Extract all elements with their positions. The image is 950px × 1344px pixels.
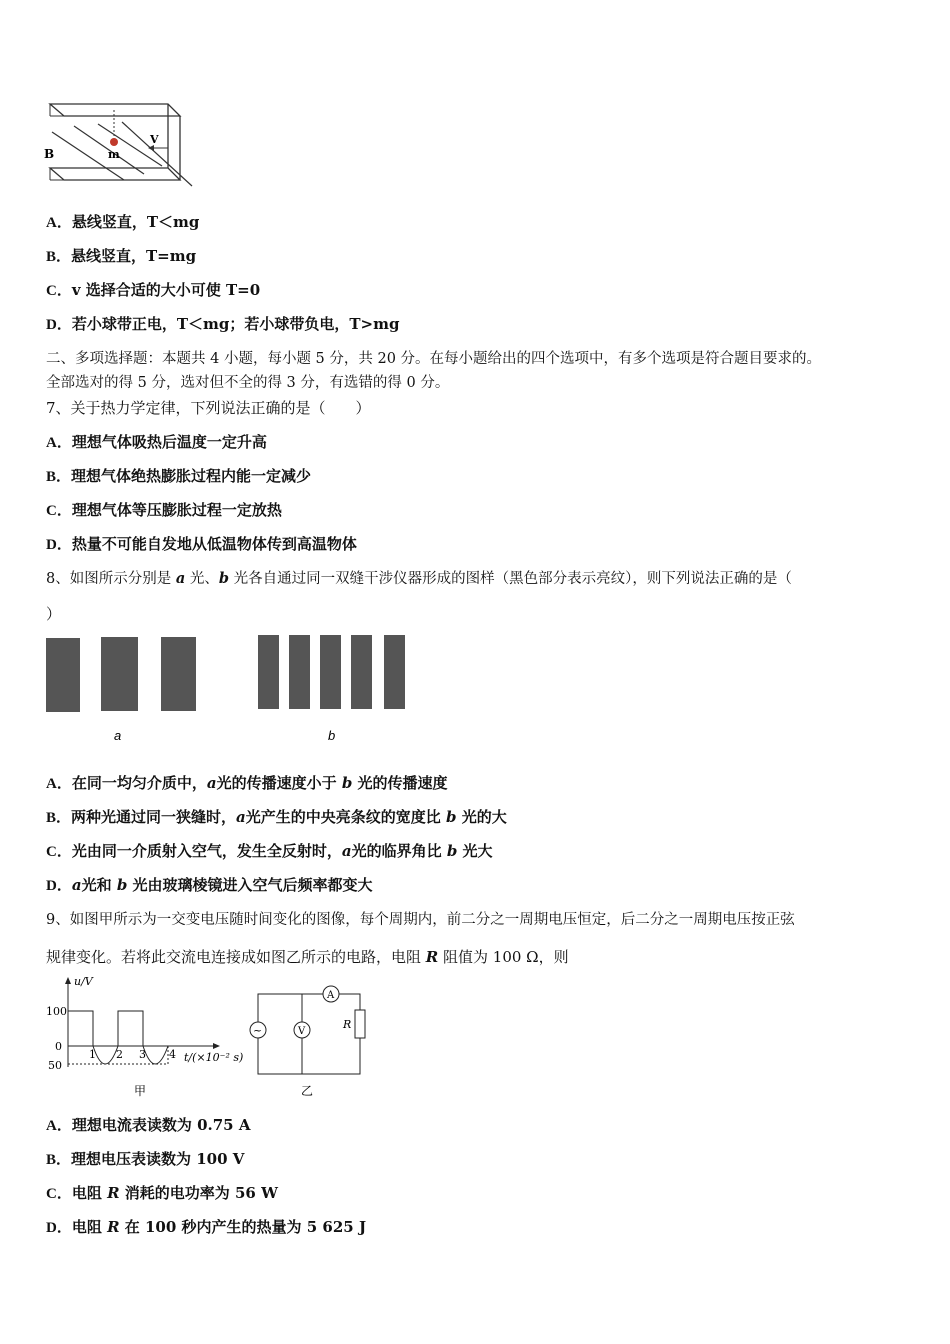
fringe-b-1 [258,635,279,709]
q8-stem-end: ） [46,605,62,623]
graph-t3: 3 [139,1048,146,1061]
graph-y50: 50 [48,1059,62,1072]
fringe-a-3 [161,637,196,711]
fringe-b-2 [289,635,310,709]
q6-option-a[interactable]: A．悬线竖直，T＜mg [46,213,200,231]
q9-line2: 规律变化。若将此交流电连接成如图乙所示的电路，电阻 R 阻值为 100 Ω，则 [46,948,569,966]
circuit-diagram [244,980,374,1098]
q9-option-b[interactable]: B．理想电压表读数为 100 V [46,1150,245,1168]
q9-option-d[interactable]: D．电阻 R 在 100 秒内产生的热量为 5 625 J [46,1218,367,1236]
q8-stem: 8、如图所示分别是 a 光、b 光各自通过同一双缝干涉仪器形成的图样（黑色部分表示亮纹），则下列说法正确的是（ [46,570,792,587]
section2-line1: 二、多项选择题：本题共 4 小题，每小题 5 分，共 20 分。在每小题给出的四个选项中，有多个选项是符合题目要求的。 [46,351,822,367]
q6-option-b[interactable]: B．悬线竖直，T=mg [46,247,197,265]
graph-t4: 4 [169,1048,176,1061]
q7-option-c[interactable]: C．理想气体等压膨胀过程一定放热 [46,501,282,519]
voltage-time-graph [44,975,249,1100]
graph-xlabel: t/(×10⁻² s) [184,1051,244,1064]
q7-option-d[interactable]: D．热量不可能自发地从低温物体传到高温物体 [46,535,357,553]
fringe-label-a: a [114,728,122,743]
magnetic-field-figure [44,96,194,192]
q7-option-a[interactable]: A．理想气体吸热后温度一定升高 [46,433,267,451]
section2-line2: 全部选对的得 5 分，选对但不全的得 3 分，有选错的得 0 分。 [46,375,450,391]
figure-label-m: m [108,148,120,161]
ammeter-icon: A [327,990,335,1001]
q8-option-b[interactable]: B．两种光通过同一狭缝时，a光产生的中央亮条纹的宽度比 b 光的大 [46,808,507,826]
q9-line1: 9、如图甲所示为一交变电压随时间变化的图像，每个周期内，前二分之一周期电压恒定，后二分之一周期电压按正弦 [46,912,795,928]
graph-t1: 1 [89,1048,96,1061]
q7-stem: 7、关于热力学定律，下列说法正确的是（ ） [46,399,371,417]
resistor-label: R [343,1018,352,1031]
ball-icon [110,138,118,146]
figure-label-b: B [44,147,55,161]
graph-caption: 甲 [134,1084,147,1098]
q6-option-c[interactable]: C．v 选择合适的大小可使 T=0 [46,281,261,299]
q8-option-d[interactable]: D．a光和 b 光由玻璃棱镜进入空气后频率都变大 [46,876,373,894]
q8-option-a[interactable]: A．在同一均匀介质中，a光的传播速度小于 b 光的传播速度 [46,774,448,792]
voltmeter-icon: V [298,1026,306,1037]
circuit-caption: 乙 [301,1084,314,1098]
fringe-a-1 [46,638,80,712]
graph-y100: 100 [46,1005,67,1018]
figure-label-v: V [150,133,159,146]
graph-y0: 0 [55,1040,62,1053]
graph-t2: 2 [116,1048,123,1061]
fringe-label-b: b [328,728,336,743]
q9-option-a[interactable]: A．理想电流表读数为 0.75 A [46,1116,251,1134]
q7-option-b[interactable]: B．理想气体绝热膨胀过程内能一定减少 [46,467,312,485]
graph-ylabel: u/V [74,975,93,988]
q6-option-d[interactable]: D．若小球带正电，T＜mg；若小球带负电，T>mg [46,315,400,333]
interference-figure [44,630,414,748]
fringe-b-5 [384,635,405,709]
fringe-b-3 [320,635,341,709]
fringe-b-4 [351,635,372,709]
fringe-a-2 [101,637,138,711]
q9-option-c[interactable]: C．电阻 R 消耗的电功率为 56 W [46,1184,278,1202]
q8-option-c[interactable]: C．光由同一介质射入空气，发生全反射时，a光的临界角比 b 光大 [46,842,493,860]
source-icon: ~ [253,1024,263,1037]
